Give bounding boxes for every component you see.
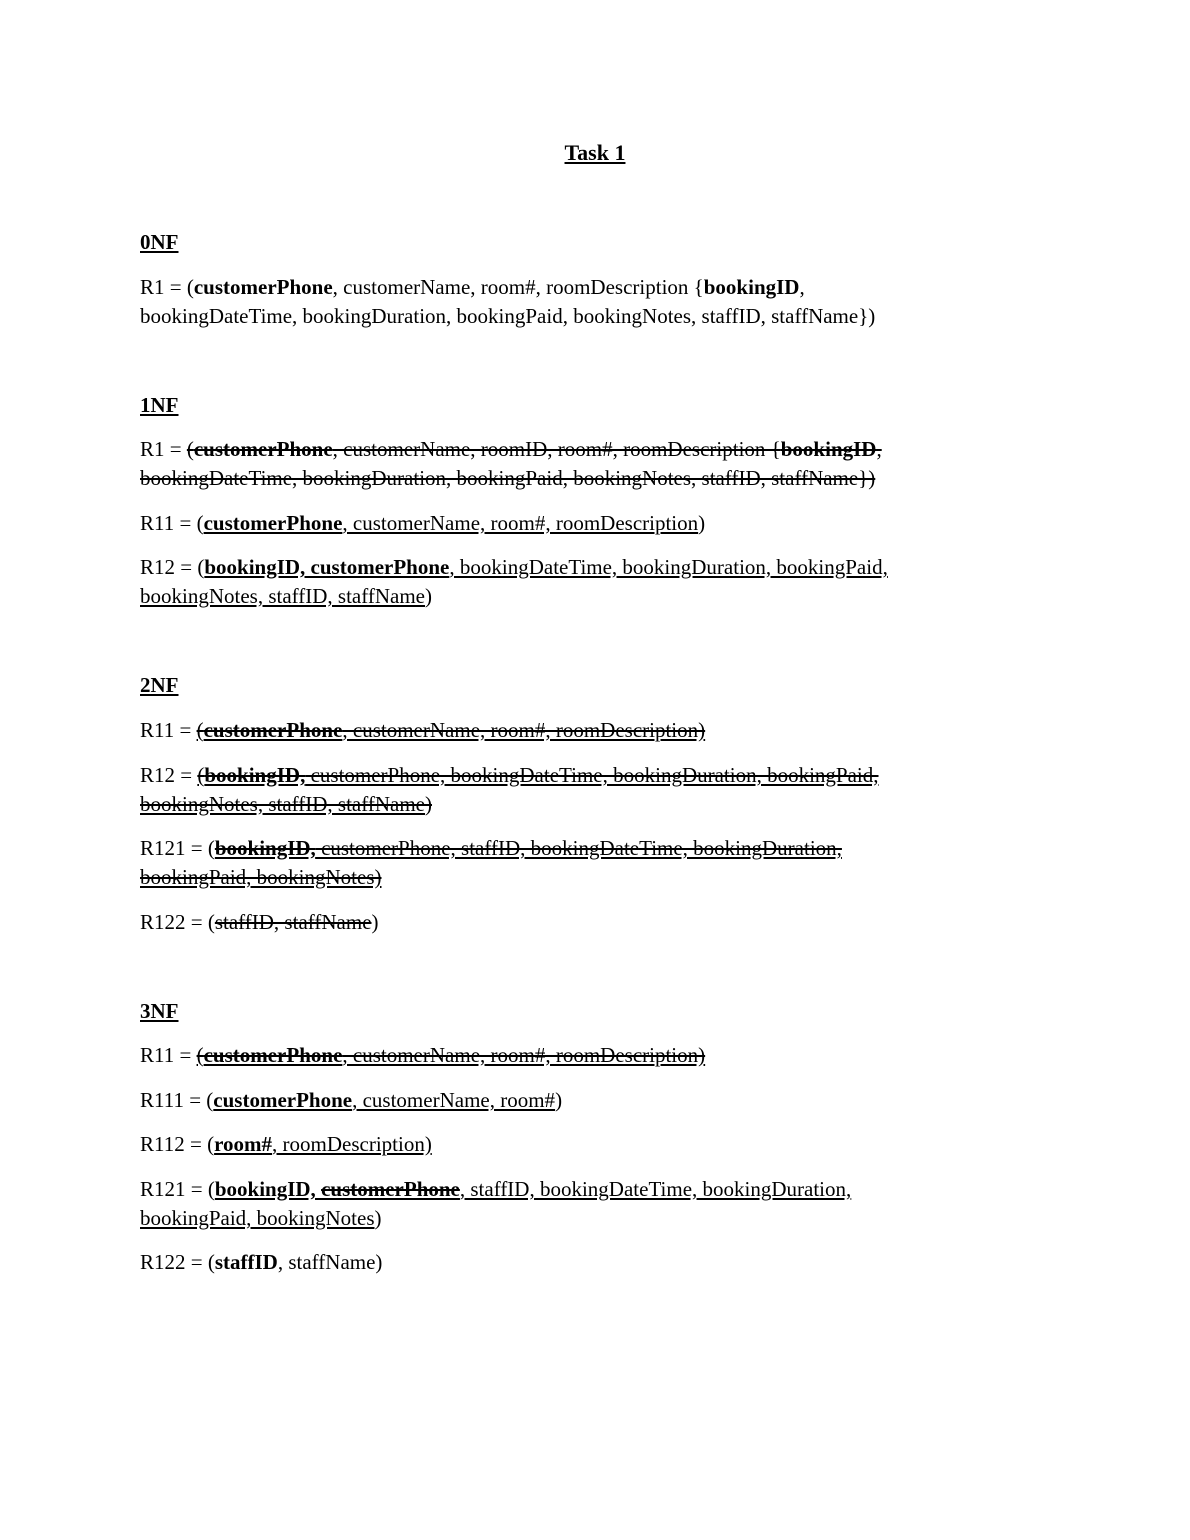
primary-key: customerPhone	[203, 1043, 343, 1067]
relation-line: bookingDateTime, bookingDuration, bookingPaid, bookingNotes, staffID, staffName})	[140, 466, 876, 490]
primary-key: staffID	[214, 1250, 278, 1274]
relation-line: R1 = (customerPhone, customerName, room#, roomDescription {bookingID,	[140, 275, 805, 299]
relation-line: bookingDateTime, bookingDuration, bookingPaid, bookingNotes, staffID, staffName})	[140, 304, 876, 328]
primary-key: customerPhone	[193, 275, 333, 299]
relation-line: R12 = (bookingID, customerPhone, bookingDateTime, bookingDuration, bookingPaid,	[140, 555, 888, 579]
relation-line: R1 = (customerPhone, customerName, roomID, room#, roomDescription {bookingID,	[140, 437, 882, 461]
removed-key: customerPhone	[321, 1177, 460, 1201]
primary-key: bookingID,	[214, 836, 316, 860]
relation-0nf-r1	[140, 273, 1020, 331]
relation-3nf-r122: R122 = (staffID, staffName)	[140, 1250, 383, 1274]
primary-key: customerPhone	[193, 437, 333, 461]
primary-key: bookingID,	[214, 1177, 322, 1201]
page-title: Task 1	[564, 140, 626, 165]
primary-key: bookingID	[703, 275, 800, 299]
relation-3nf-r112: R112 = (room#, roomDescription)	[140, 1132, 432, 1156]
relation-3nf-r111: R111 = (customerPhone, customerName, room#)	[140, 1088, 563, 1112]
relation-2nf-r122: R122 = (staffID, staffName)	[140, 910, 379, 934]
relation-2nf-r121	[140, 834, 1020, 892]
relation-line: R121 = (bookingID, customerPhone, staffID, bookingDateTime, bookingDuration,	[140, 1177, 852, 1201]
primary-key: customerPhone	[203, 718, 343, 742]
heading-1nf: 1NF	[140, 393, 179, 417]
heading-2nf: 2NF	[140, 673, 179, 697]
relation-line: bookingPaid, bookingNotes)	[140, 865, 382, 889]
relation-3nf-r11: R11 = (customerPhone, customerName, room#, roomDescription)	[140, 1043, 706, 1067]
relation-2nf-r11: R11 = (customerPhone, customerName, room#, roomDescription)	[140, 718, 706, 742]
relation-line: bookingNotes, staffID, staffName)	[140, 792, 432, 816]
primary-key: customerPhone	[203, 511, 343, 535]
primary-key: room#	[214, 1132, 273, 1156]
relation-line: bookingNotes, staffID, staffName)	[140, 584, 432, 608]
relation-3nf-r121	[140, 1175, 1020, 1233]
primary-key: bookingID, customerPhone	[204, 555, 450, 579]
relation-line: bookingPaid, bookingNotes)	[140, 1206, 382, 1230]
primary-key: bookingID,	[204, 763, 306, 787]
relation-1nf-r12	[140, 553, 1020, 611]
primary-key: customerPhone	[213, 1088, 353, 1112]
heading-0nf: 0NF	[140, 230, 179, 254]
primary-key: bookingID	[780, 437, 877, 461]
relation-2nf-r12	[140, 761, 1020, 819]
relation-line: R12 = (bookingID, customerPhone, bookingDateTime, bookingDuration, bookingPaid,	[140, 763, 879, 787]
relation-1nf-r1	[140, 435, 1020, 493]
relation-1nf-r11: R11 = (customerPhone, customerName, room#, roomDescription)	[140, 511, 706, 535]
relation-line: R121 = (bookingID, customerPhone, staffID, bookingDateTime, bookingDuration,	[140, 836, 842, 860]
heading-3nf: 3NF	[140, 999, 179, 1023]
